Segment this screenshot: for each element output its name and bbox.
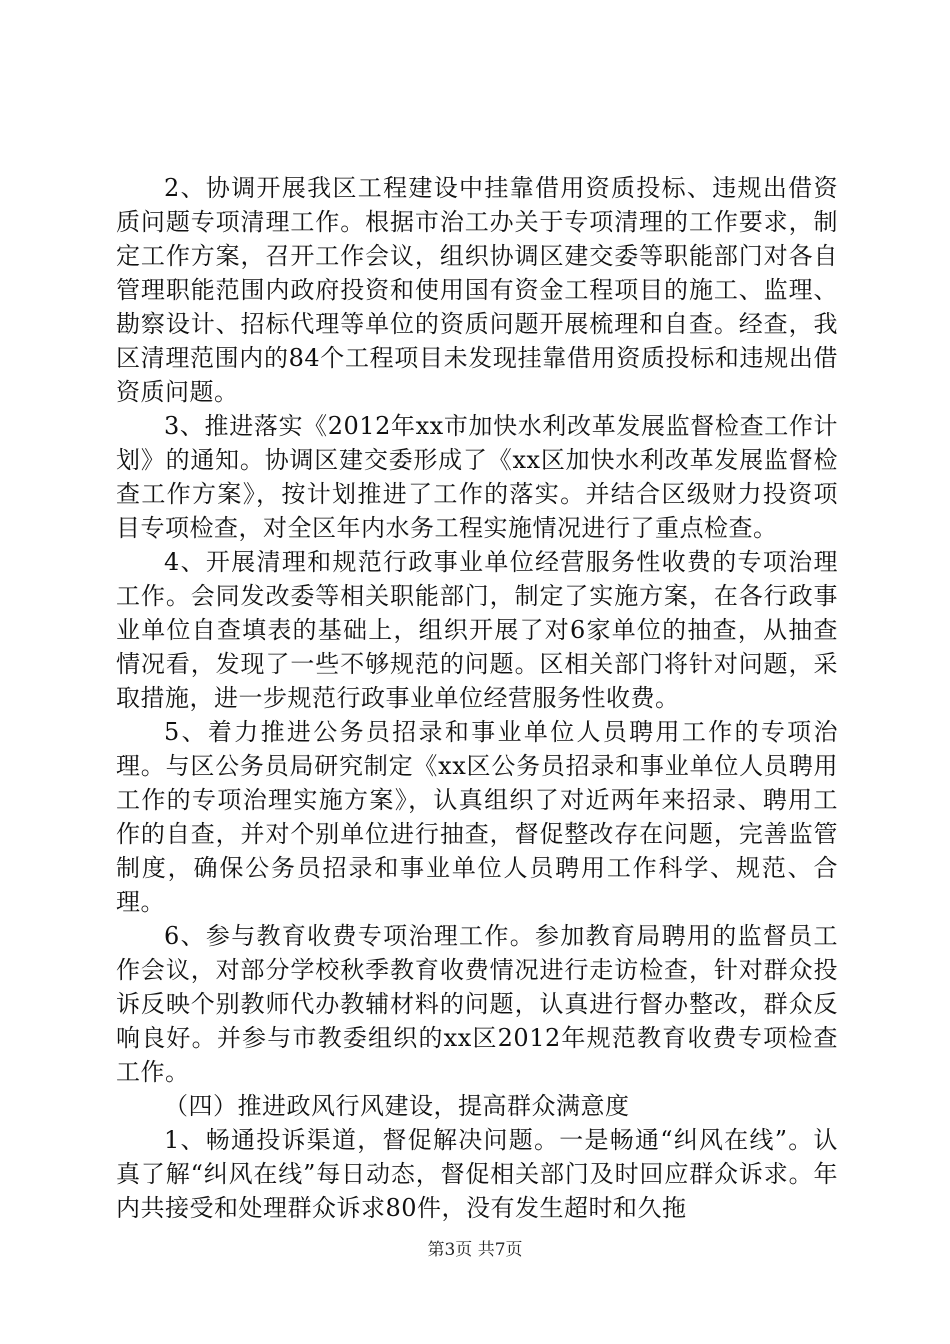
- document-body: [116, 171, 838, 1225]
- paragraph-item-6: 6、参与教育收费专项治理工作。参加教育局聘用的监督员工作会议，对部分学校秋季教育收费情况进行走访检查，针对群众投诉反映个别教师代办教辅材料的问题，认真进行督办整改，群众反响良好。并参与市教委组织的xx区2012年规范教育收费专项检查工作。: [116, 922, 838, 1086]
- page-footer: 第3页 共7页: [427, 1240, 523, 1260]
- section-heading: （四）推进政风行风建设，提高群众满意度: [164, 1092, 630, 1120]
- paragraph-item-4: 4、开展清理和规范行政事业单位经营服务性收费的专项治理工作。会同发改委等相关职能部门，制定了实施方案，在各行政事业单位自查填表的基础上，组织开展了对6家单位的抽查，从抽查情况看，发现了一些不够规范的问题。区相关部门将针对问题，采取措施，进一步规范行政事业单位经营服务性收费。: [116, 548, 838, 712]
- paragraph-complaint-channel: 1、畅通投诉渠道，督促解决问题。一是畅通“纠风在线”。认真了解“纠风在线”每日动态，督促相关部门及时回应群众诉求。年内共接受和处理群众诉求80件，没有发生超时和久拖: [116, 1126, 838, 1222]
- paragraph-item-2: 2、协调开展我区工程建设中挂靠借用资质投标、违规出借资质问题专项清理工作。根据市治工办关于专项清理的工作要求，制定工作方案，召开工作会议，组织协调区建交委等职能部门对各自管理职能范围内政府投资和使用国有资金工程项目的施工、监理、勘察设计、招标代理等单位的资质问题开展梳理和自查。经查，我区清理范围内的84个工程项目未发现挂靠借用资质投标和违规出借资质问题。: [116, 174, 838, 406]
- paragraph-item-3: 3、推进落实《2012年xx市加快水利改革发展监督检查工作计划》的通知。协调区建交委形成了《xx区加快水利改革发展监督检查工作方案》，按计划推进了工作的落实。并结合区级财力投资项目专项检查，对全区年内水务工程实施情况进行了重点检查。: [116, 412, 838, 542]
- paragraph-item-5: 5、着力推进公务员招录和事业单位人员聘用工作的专项治理。与区公务员局研究制定《xx区公务员招录和事业单位人员聘用工作的专项治理实施方案》，认真组织了对近两年来招录、聘用工作的自查，并对个别单位进行抽查，督促整改存在问题，完善监管制度，确保公务员招录和事业单位人员聘用工作科学、规范、合理。: [116, 718, 838, 916]
